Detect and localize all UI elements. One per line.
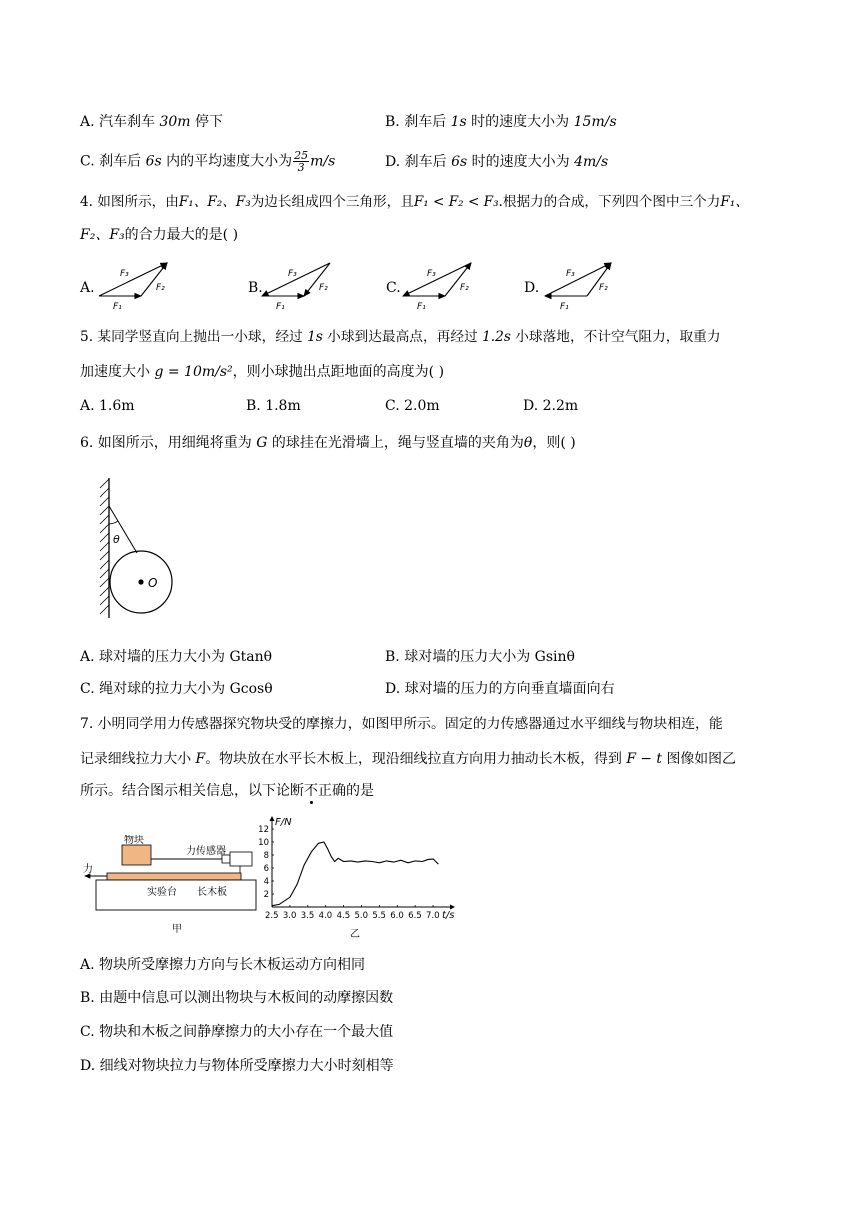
y-axis-arrow [270,816,275,821]
q3-c-numerator: 25 [294,149,309,162]
q7-option-a: A. 物块所受摩擦力方向与长木板运动方向相同 [80,957,366,973]
caption-yi: 乙 [350,929,360,940]
caption-jia: 甲 [172,924,182,935]
q3-option-b [385,112,617,132]
long-board [107,873,241,880]
q7-l2-Ft: F − t [626,751,663,767]
force-curve [272,842,438,906]
q5-l1-b: 小球到达最高点，再经过 [322,329,483,345]
q5-l1-a: 5. 某同学竖直向上抛出一小球，经过 [80,329,308,345]
svg-text:F₂: F₂ [319,283,328,293]
chart-axes [270,816,456,910]
q5-stem-line1 [80,327,721,347]
q3-c-math1: 6s [145,153,162,170]
svg-text:F₂: F₂ [599,283,608,293]
q7-option-b: B. 由题中信息可以测出物块与木板间的动摩擦因数 [80,990,394,1006]
q4-l1-b: 为边长组成四个三角形，且 [250,194,414,210]
q3-a-tail: 停下 [190,114,224,130]
q3-a-math: 30m [159,114,191,130]
svg-text:F₁: F₁ [417,302,426,312]
q4-triangle-d [545,263,611,312]
q7-option-d: D. 细线对物块拉力与物体所受摩擦力大小时刻相等 [80,1058,394,1074]
q6-stem-b: 的球挂在光滑墙上，绳与竖直墙的夹角为 [267,435,524,451]
q7-l2-a: 记录细线拉力大小 [80,751,196,767]
x-tick-label: 5.0 [354,911,369,921]
q4-l1-ineq: F₁ < F₂ < F₃ [413,194,499,210]
svg-text:F₃: F₃ [288,269,297,279]
fig-theta-label: θ [113,533,120,546]
q4-triangle-c [403,263,471,312]
q7-figure-yi-chart [258,815,468,940]
x-tick-label: 6.5 [408,911,422,921]
q4-option-c-label: C. [386,280,401,296]
q4-l1-f: F₁、F₂、F₃ [178,194,251,210]
q3-option-d [385,152,608,172]
q7-stem-line3 [80,781,374,801]
svg-text:F₁: F₁ [276,302,285,312]
sensor-label: 力传感器 [186,846,226,857]
q5-l2-b: ，则小球抛出点距地面的高度为( ) [232,364,445,380]
q4-triangle-figures [0,255,868,315]
q3-c-fraction [293,150,309,173]
q3-d-math2: 4m/s [574,154,609,170]
y-tick-label: 8 [263,851,269,861]
q3-b-math2: 15m/s [573,114,617,130]
q7-l2-F: F [195,751,206,767]
q5-l1-c: 小球落地，不计空气阻力，取重力 [510,329,721,345]
q7-stem-line1: 7. 小明同学用力传感器探究物块受的摩擦力，如图甲所示。固定的力传感器通过水平细线与物块相连，能 [80,716,723,732]
q3-d-mid: 时的速度大小为 [467,154,575,170]
svg-text:F₁: F₁ [560,302,569,312]
q6-wall-ball-figure [95,476,185,621]
q4-l1-f2: F₁、 [720,194,749,210]
fig-o-label: O [148,576,158,590]
board-label: 长木板 [197,887,227,898]
q5-l2-a: 加速度大小 [80,364,155,380]
q5-t2: 1.2s [482,329,511,345]
q3-d-math1: 6s [451,154,468,170]
q4-l1-a: 4. 如图所示，由 [80,194,179,210]
y-axis-label: F/N [275,817,292,828]
q6-stem-c: ，则( ) [532,435,576,451]
x-tick-label: 4.5 [336,911,351,921]
q3-c-text: C. 刹车后 [80,153,146,170]
q6-option-c: C. 绳对球的拉力大小为 Gcosθ [80,681,273,697]
q4-triangle-a [99,263,167,312]
table-label: 实验台 [147,887,177,898]
q6-theta: θ [523,435,533,451]
q5-option-a: A. 1.6m [80,398,135,414]
block-label: 物块 [124,835,144,846]
q4-option-b-label: B. [248,280,263,296]
q4-option-d-label: D. [524,280,540,296]
q6-G: G [256,435,268,451]
y-tick-label: 4 [263,877,269,887]
q3-d-text: D. 刹车后 [385,154,452,170]
q4-l2-b: 的合力最大的是( ) [124,227,239,243]
wall-hatching [100,479,109,614]
q5-t1: 1s [307,329,323,345]
q6-option-d: D. 球对墙的压力的方向垂直墙面向右 [385,681,615,697]
q6-option-a: A. 球对墙的压力大小为 Gtanθ [80,649,273,665]
x-tick-label: 4.0 [318,911,333,921]
q3-b-math1: 1s [450,114,467,130]
f2-label: F₂ [156,283,165,293]
x-axis-label: t/s [442,910,455,921]
q5-g: g = 10m/s² [154,364,233,380]
x-axis-arrow [450,905,455,910]
q7-emphasis-not: 不 [304,783,318,799]
block [122,845,151,865]
q5-stem-line2 [80,362,444,382]
x-tick-label: 7.0 [426,911,440,921]
q3-option-c [80,150,335,173]
q5-option-b: B. 1.8m [246,398,301,414]
q3-b-text: B. 刹车后 [385,114,451,130]
q3-option-a [80,112,223,132]
x-tick-label: 2.5 [265,911,279,921]
svg-text:F₃: F₃ [566,269,575,279]
q7-stem-line2 [80,749,736,769]
y-tick-label: 12 [258,825,269,835]
q6-stem-a: 6. 如图所示，用细绳将重为 [80,435,257,451]
q6-stem [80,433,576,453]
q4-triangle-b [262,263,330,312]
q3-b-mid: 时的速度大小为 [466,114,574,130]
q3-c-denominator: 3 [297,161,305,174]
q3-a-text: A. 汽车刹车 [80,114,160,130]
f3-label: F₃ [120,269,129,279]
f1-label: F₁ [113,302,122,312]
q7-l2-c: 图像如图乙 [662,751,736,767]
q4-l2-f: F₂、F₃ [80,227,125,243]
y-tick-label: 10 [258,838,269,848]
q4-stem-line1 [80,192,749,212]
q3-c-mid: 内的平均速度大小为 [161,153,293,170]
q7-l3-b: 正确的是 [318,783,374,799]
q4-option-a-label: A. [80,280,95,296]
q3-c-unit: m/s [310,153,336,170]
q5-option-d: D. 2.2m [523,398,579,414]
svg-text:F₂: F₂ [460,283,469,293]
q5-option-c: C. 2.0m [385,398,440,414]
x-tick-label: 3.0 [282,911,297,921]
y-tick-label: 6 [263,864,269,874]
q4-l1-c: .根据力的合成，下列四个图中三个力 [498,194,721,210]
q4-stem-line2 [80,225,238,245]
q7-figure-jia [80,835,258,935]
y-tick-label: 2 [263,890,269,900]
x-tick-label: 6.0 [390,911,404,921]
x-tick-label: 3.5 [300,911,315,921]
svg-text:F₃: F₃ [427,269,436,279]
q7-option-c: C. 物块和木板之间静摩擦力的大小存在一个最大值 [80,1024,394,1040]
q6-option-b: B. 球对墙的压力大小为 Gsinθ [385,649,575,665]
q7-l2-b: 。物块放在水平长木板上，现沿细线拉直方向用力抽动长木板，得到 [205,751,627,767]
force-sensor [230,852,252,866]
force-label: 力 [83,864,93,875]
x-tick-label: 5.5 [372,911,386,921]
q7-l3-a: 所示。结合图示相关信息，以下论断 [80,783,304,799]
